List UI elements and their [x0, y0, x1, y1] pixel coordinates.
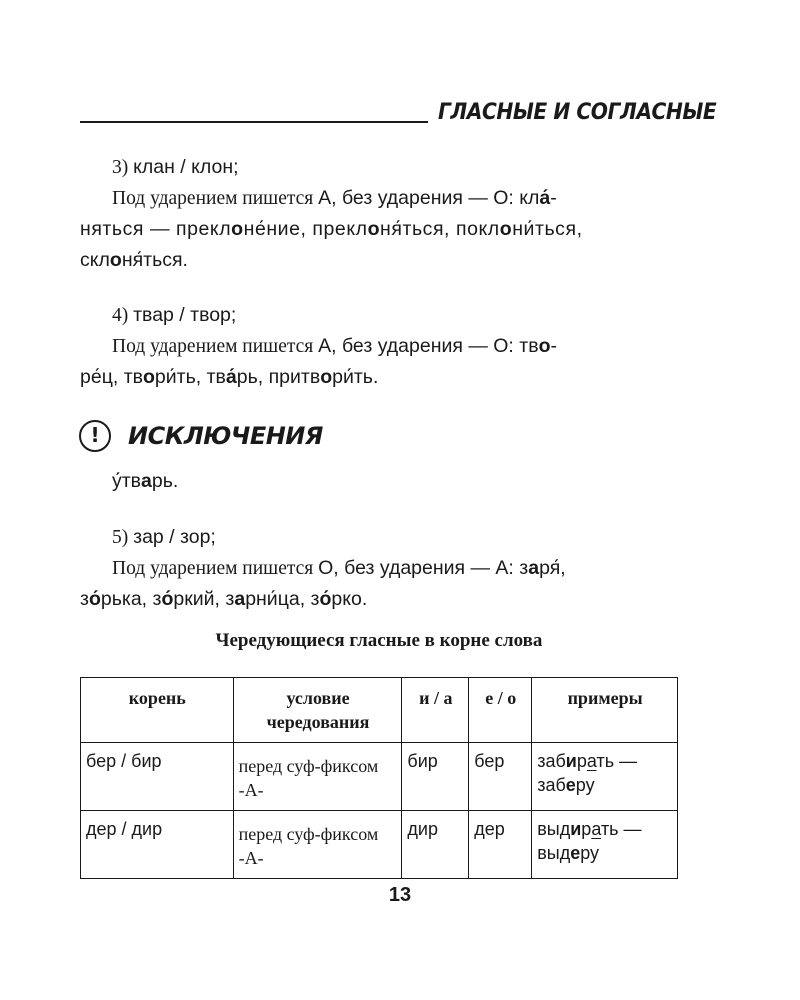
section-4 — [80, 300, 678, 393]
column-header-examples: примеры — [532, 678, 678, 743]
section-4-heading: 4) твар / твор; — [112, 304, 237, 326]
cell-e-o: бер — [469, 743, 532, 811]
example-line-1: забирать — — [537, 751, 638, 771]
cell-condition: перед суф-фиксом -А- — [233, 811, 402, 879]
column-header-e-o: е / о — [469, 678, 532, 743]
exclamation-circle-icon: ! — [79, 420, 111, 452]
cell-e-o: дер — [469, 811, 532, 879]
exceptions-body — [80, 466, 678, 497]
cell-root: дер / дир — [81, 811, 234, 879]
table-row — [81, 811, 678, 879]
cell-i-a: бир — [402, 743, 469, 811]
example-line-1: выдирать — — [537, 819, 642, 839]
section-5 — [80, 522, 678, 615]
table-header-row — [81, 678, 678, 743]
section-4-rule-line-1: Под ударением пишется А, без ударения — О: тво- — [112, 335, 557, 357]
section-3-heading: 3) клан / клон; — [112, 156, 239, 178]
column-header-i-a: и / а — [402, 678, 469, 743]
cell-i-a: дир — [402, 811, 469, 879]
section-5-rule-line-1: Под ударением пишется О, без ударения — А: заря́, — [112, 557, 566, 579]
cell-condition: перед суф-фиксом -А- — [233, 743, 402, 811]
exceptions-word: у́тварь. — [112, 470, 179, 492]
section-4-rule-line-2: ре́ц, твори́ть, тва́рь, притвори́ть. — [80, 366, 379, 388]
column-header-condition: условие чередования — [233, 678, 402, 743]
page-number: 13 — [388, 884, 412, 906]
section-3-rule-line-2: няться — преклоне́ние, преклоня́ться, поклони́ться, — [80, 218, 583, 240]
section-5-rule-line-2: зо́рька, зо́ркий, зарни́ца, зо́рко. — [80, 588, 368, 610]
header-rule — [80, 121, 428, 123]
section-5-heading: 5) зар / зор; — [112, 526, 216, 548]
running-header: ГЛАСНЫЕ И СОГЛАСНЫЕ — [438, 100, 717, 125]
cell-examples — [532, 743, 678, 811]
cell-root: бер / бир — [81, 743, 234, 811]
section-3 — [80, 152, 678, 276]
section-3-rule-line-3: склоня́ться. — [80, 249, 188, 271]
section-3-rule-line-1: Под ударением пишется А, без ударения — О: кла́- — [112, 187, 557, 209]
example-line-2: выдеру — [537, 843, 600, 863]
cell-examples — [532, 811, 678, 879]
exceptions-title: ИСКЛЮЧЕНИЯ — [128, 422, 323, 450]
alternation-table — [80, 677, 678, 879]
table-title: Чередующиеся гласные в корне слова — [215, 630, 543, 651]
example-line-2: заберу — [537, 775, 595, 795]
table-row — [81, 743, 678, 811]
column-header-root: корень — [81, 678, 234, 743]
